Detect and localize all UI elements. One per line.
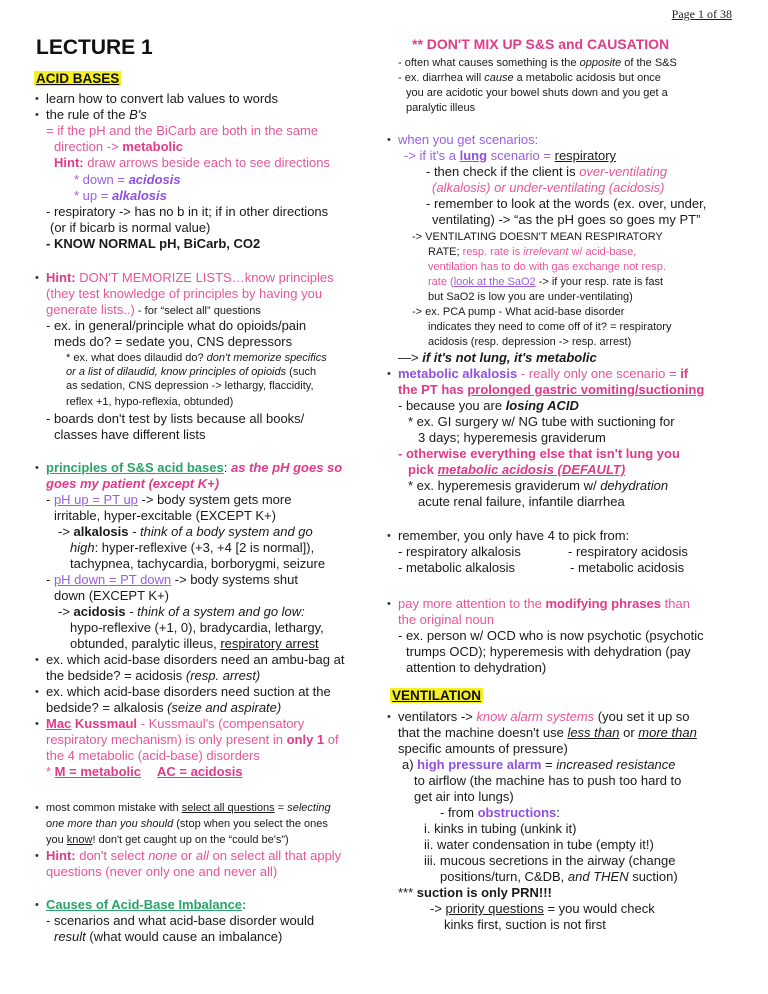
- text: the PT has: [398, 382, 468, 397]
- text: if: [680, 366, 689, 381]
- text: * up =: [74, 188, 112, 203]
- text-line: [70, 636, 319, 652]
- text: Hint:: [54, 155, 84, 170]
- text: -> if it's a: [404, 148, 460, 163]
- text: select all questions: [181, 802, 275, 814]
- text-line: [46, 816, 328, 832]
- list-item: [46, 848, 341, 864]
- list-item: [46, 270, 334, 286]
- text: AC = acidosis: [157, 764, 243, 779]
- text-line: [70, 540, 314, 556]
- text-line: [398, 885, 552, 901]
- text: a): [402, 757, 418, 772]
- text: :: [223, 460, 231, 475]
- text-line: [58, 524, 313, 540]
- text: Kussmaul: [71, 716, 138, 731]
- text: scenario =: [487, 148, 555, 163]
- text-line: paralytic illeus: [406, 102, 476, 114]
- text: irrelevant: [523, 246, 569, 258]
- text-line: i. kinks in tubing (unkink it): [424, 821, 577, 836]
- text-line: down (EXCEPT K+): [54, 588, 170, 603]
- text: alkalosis: [73, 524, 129, 539]
- list-item: • ex. which acid-base disorders need an ambu-bag at: [46, 652, 344, 668]
- text: - often what causes something is the: [398, 57, 580, 69]
- text: none: [148, 848, 178, 863]
- text: * down =: [74, 172, 129, 187]
- text: of: [324, 732, 339, 747]
- text-line: [46, 732, 339, 748]
- text-line: [440, 805, 560, 821]
- text: (such: [286, 366, 317, 378]
- text-line: = if the pH and the BiCarb are both in the same: [46, 123, 319, 138]
- text-line: reflex +1, hypo-reflexia, obtunded): [66, 396, 234, 408]
- text: :: [242, 897, 247, 912]
- text-line: (alkalosis) or under-ventilating (acidosis): [432, 180, 665, 195]
- text-line: ventilation has to do with gas exchange not resp.: [428, 261, 666, 273]
- text: draw arrows beside each to see directions: [83, 155, 331, 170]
- text: ->: [58, 524, 74, 539]
- text: pH up = PT up: [53, 492, 138, 507]
- text-line: you are acidotic your bowel shuts down and you get a: [406, 87, 668, 99]
- text: respiratory mechanism) is only present in: [46, 732, 287, 747]
- text-line: hypo-reflexive (+1, 0), bradycardia, lethargy,: [70, 620, 324, 635]
- text: M = metabolic: [54, 764, 141, 779]
- text: - ex. diarrhea will: [398, 72, 485, 84]
- text: prolonged gastric vomiting/suctioning: [467, 382, 705, 397]
- text: a metabolic acidosis but once: [513, 72, 661, 84]
- text-line: [66, 365, 316, 379]
- text: ->: [58, 604, 74, 619]
- text: ventilators ->: [398, 709, 477, 724]
- text: suction is only PRN!!!: [416, 885, 552, 900]
- list-item: • learn how to convert lab values to words: [46, 91, 278, 107]
- text-line: indicates they need to come off of it? = respiratory: [428, 321, 672, 333]
- text: metabolic alkalosis: [398, 366, 518, 381]
- text: of the S&S: [621, 57, 677, 69]
- list-item: • the rule of the B's: [46, 107, 147, 123]
- list-item: [46, 897, 246, 913]
- text-line: [402, 757, 676, 773]
- text: DON'T MEMORIZE LISTS…know principles: [75, 270, 334, 285]
- text: principles of S&S acid bases: [46, 460, 224, 475]
- text: bedside? = alkalosis: [46, 700, 168, 715]
- text-line: - respiratory -> has no b in it; if in other directions: [46, 204, 329, 219]
- text: = you would check: [543, 901, 655, 916]
- text: look at the SaO2: [453, 276, 536, 288]
- text-line: [398, 398, 579, 414]
- text-line: [426, 164, 667, 180]
- text-line: ii. water condensation in tube (empty it!): [424, 837, 654, 852]
- text: pH down = PT down: [53, 572, 172, 587]
- section-heading-acid-bases: ACID BASES: [36, 71, 120, 86]
- section-heading-ventilation: VENTILATION: [392, 688, 481, 703]
- text-line: but SaO2 is low you are under-ventilating): [428, 291, 633, 303]
- text: suction): [628, 869, 678, 884]
- text: obtunded, paralytic illeus,: [70, 636, 221, 651]
- text: resp. rate is: [462, 246, 524, 258]
- text-line: - respiratory alkalosis: [398, 544, 521, 559]
- text-line: 3 days; hyperemesis graviderum: [418, 430, 606, 445]
- text-line: - otherwise everything else that isn't lung you: [398, 446, 680, 461]
- text-line: [404, 148, 616, 164]
- text-line: * ex. GI surgery w/ NG tube with suctioning for: [408, 414, 675, 429]
- text-line: irritable, hyper-excitable (EXCEPT K+): [54, 508, 276, 523]
- text: cause: [484, 72, 514, 84]
- text-line: -> ex. PCA pump - What acid-base disorder: [412, 306, 625, 318]
- text: * ex. hyperemesis graviderum w/: [408, 478, 601, 493]
- text: one more than you should: [46, 818, 174, 830]
- text: or: [619, 725, 639, 740]
- text: respiratory arrest: [220, 636, 319, 651]
- text-line: [74, 172, 181, 188]
- text-line: - pH up = PT up -> body system gets more: [46, 492, 292, 507]
- list-item: • ex. which acid-base disorders need suction at the: [46, 684, 331, 700]
- text: respiratory: [554, 148, 617, 163]
- text-line: [54, 155, 330, 171]
- text-line: classes have different lists: [54, 427, 206, 442]
- text-line: [398, 350, 597, 366]
- text: acidosis: [73, 604, 126, 619]
- text-line: [440, 869, 678, 885]
- text-line: kinks first, suction is not first: [444, 917, 606, 932]
- list-item: [398, 366, 688, 382]
- text: (seize and aspirate): [167, 700, 282, 715]
- text-line: get air into lungs): [414, 789, 514, 804]
- text: (what would cause an imbalance): [85, 929, 283, 944]
- text: modifying phrases: [545, 596, 662, 611]
- text: pick: [408, 462, 438, 477]
- text: (you set it up so: [594, 709, 690, 724]
- text-line: [398, 70, 661, 86]
- text-line: [428, 274, 663, 290]
- text-line: - ex. person w/ OCD who is now psychotic (psychotic: [398, 628, 704, 643]
- text: result: [54, 929, 86, 944]
- text-line: as sedation, CNS depression -> lethargy, flaccidity,: [66, 380, 314, 392]
- text: obstructions: [477, 805, 557, 820]
- text-line: specific amounts of pressure): [398, 741, 568, 756]
- text-line: [408, 478, 668, 494]
- list-item: [398, 596, 690, 612]
- text: metabolic acidosis (DEFAULT): [437, 462, 626, 477]
- text: than: [661, 596, 690, 611]
- text-line: - metabolic acidosis: [570, 560, 685, 575]
- text-line: [66, 351, 327, 365]
- text-line: [398, 55, 677, 71]
- text-line: tachypnea, tachycardia, borborygmi, seizure: [70, 556, 326, 571]
- text-line: - remember to look at the words (ex. over, under,: [426, 196, 707, 211]
- text-line: [46, 764, 243, 780]
- page-title: LECTURE 1: [36, 36, 153, 59]
- text: losing ACID: [505, 398, 579, 413]
- text: most common mistake with: [46, 802, 182, 814]
- text-line: [46, 700, 281, 716]
- text: ->: [430, 901, 446, 916]
- causation-heading: ** DON'T MIX UP S&S and CAUSATION: [412, 36, 670, 52]
- text-line: [398, 725, 697, 741]
- text: over-ventilating: [579, 164, 668, 179]
- text: the bedside? = acidosis: [46, 668, 186, 683]
- text: generate lists..): [46, 302, 135, 317]
- text: know: [66, 834, 93, 846]
- text-line: [74, 188, 167, 204]
- text: =: [541, 757, 557, 772]
- text-line: the original noun: [398, 612, 495, 627]
- text-line: the 4 metabolic (acid-base) disorders: [46, 748, 260, 763]
- text-line: [54, 139, 183, 155]
- text-line: - scenarios and what acid-base disorder would: [46, 913, 315, 928]
- text: lung: [459, 148, 488, 163]
- text: w/ acid-base,: [568, 246, 637, 258]
- text: acidosis: [128, 172, 181, 187]
- text: priority questions: [445, 901, 544, 916]
- text: - from: [440, 805, 478, 820]
- text: know alarm systems: [476, 709, 595, 724]
- text-line: - ex. in general/principle what do opioids/pain: [46, 318, 307, 333]
- text: Hint:: [46, 270, 76, 285]
- text: *: [46, 764, 55, 779]
- text: you: [46, 834, 67, 846]
- text: - because you are: [398, 398, 506, 413]
- text-line: ventilating) -> “as the pH goes so goes my PT”: [432, 212, 701, 227]
- text: =: [274, 802, 288, 814]
- text: high pressure alarm: [417, 757, 542, 772]
- text: or: [177, 848, 196, 863]
- text: rate (: [428, 276, 454, 288]
- text: or a list of dilaudid, know principles of opioids: [66, 366, 287, 378]
- text: if it's not lung, it's metabolic: [422, 350, 597, 365]
- list-item: [46, 460, 342, 476]
- text: -> body system gets more: [137, 492, 292, 507]
- text: and THEN: [567, 869, 629, 884]
- text: alkalosis: [111, 188, 167, 203]
- text: as the pH goes so: [230, 460, 343, 475]
- text-line: trumps OCD); hyperemesis with dehydration (pay: [406, 644, 691, 659]
- text-line: meds do? = sedate you, CNS depressors: [54, 334, 293, 349]
- text-line: [398, 382, 704, 398]
- text-line: (or if bicarb is normal value): [50, 220, 211, 235]
- text: Hint:: [46, 848, 76, 863]
- text-line: acidosis (resp. depression -> resp. arrest): [428, 336, 632, 348]
- text-line: [46, 832, 289, 848]
- list-item: [46, 800, 331, 816]
- text-line: [46, 668, 260, 684]
- text-line: -> VENTILATING DOESN'T MEAN RESPIRATORY: [412, 231, 663, 243]
- text: RATE;: [428, 246, 463, 258]
- text: - think of a system and go low:: [125, 604, 305, 619]
- text-line: attention to dehydration): [406, 660, 547, 675]
- text: high: [70, 540, 95, 555]
- text-line: to airflow (the machine has to push too hard to: [414, 773, 682, 788]
- text-line: [58, 604, 305, 620]
- text: don't select: [75, 848, 149, 863]
- text: don't memorize specifics: [206, 352, 327, 364]
- text: —>: [398, 350, 423, 365]
- text: metabolic: [122, 139, 183, 154]
- text: : hyper-reflexive (+3, +4 [2 is normal]),: [94, 540, 315, 555]
- text: - then check if the client is: [426, 164, 580, 179]
- text: (stop when you select the ones: [173, 818, 328, 830]
- text-line: [430, 901, 655, 917]
- text-line: [428, 244, 636, 260]
- text-line: acute renal failure, infantile diarrhea: [418, 494, 625, 509]
- text: that the machine doesn't use: [398, 725, 568, 740]
- text-line: [408, 462, 625, 478]
- list-item: [398, 709, 690, 725]
- page-indicator: Page 1 of 38: [671, 7, 732, 21]
- text: less than: [567, 725, 620, 740]
- text: * ex. what does dilaudid do?: [66, 352, 207, 364]
- text-line: [54, 929, 282, 945]
- text-line: questions (never only one and never all): [46, 864, 278, 879]
- text: more than: [638, 725, 697, 740]
- text: -> body systems shut: [171, 572, 298, 587]
- text: all: [195, 848, 209, 863]
- text: dehydration: [600, 478, 669, 493]
- list-item: [46, 716, 304, 732]
- text-line: - KNOW NORMAL pH, BiCarb, CO2: [46, 236, 261, 251]
- text: - for “select all” questions: [134, 305, 261, 317]
- text: selecting: [287, 802, 331, 814]
- text: -> if your resp. rate is fast: [535, 276, 664, 288]
- text: positions/turn, C&DB,: [440, 869, 568, 884]
- list-item: • when you get scenarios:: [398, 132, 538, 148]
- text: - Kussmaul's (compensatory: [137, 716, 305, 731]
- text-line: - respiratory acidosis: [568, 544, 688, 559]
- text: only 1: [286, 732, 325, 747]
- text: Mac: [46, 716, 72, 731]
- text: - really only one scenario =: [517, 366, 681, 381]
- text: :: [556, 805, 560, 820]
- text: - think of a body system and go: [128, 524, 313, 539]
- text: increased resistance: [556, 757, 676, 772]
- text: on select all that apply: [208, 848, 342, 863]
- text-line: goes my patient (except K+): [46, 476, 220, 491]
- text-line: - boards don't test by lists because all books/: [46, 411, 305, 426]
- text: (resp. arrest): [185, 668, 261, 683]
- text-line: - pH down = PT down -> body systems shut: [46, 572, 298, 587]
- text: ! don't get caught up on the “could be's”): [92, 834, 289, 846]
- text: ***: [398, 885, 417, 900]
- text-line: [46, 302, 261, 319]
- text-line: - metabolic alkalosis: [398, 560, 516, 575]
- text: direction ->: [54, 139, 123, 154]
- text: opposite: [579, 57, 622, 69]
- text: pay more attention to the: [398, 596, 546, 611]
- list-item: • remember, you only have 4 to pick from:: [398, 528, 629, 544]
- text-line: iii. mucous secretions in the airway (change: [424, 853, 676, 868]
- text-line: (they test knowledge of principles by having you: [46, 286, 323, 301]
- text: Causes of Acid-Base Imbalance: [46, 897, 243, 912]
